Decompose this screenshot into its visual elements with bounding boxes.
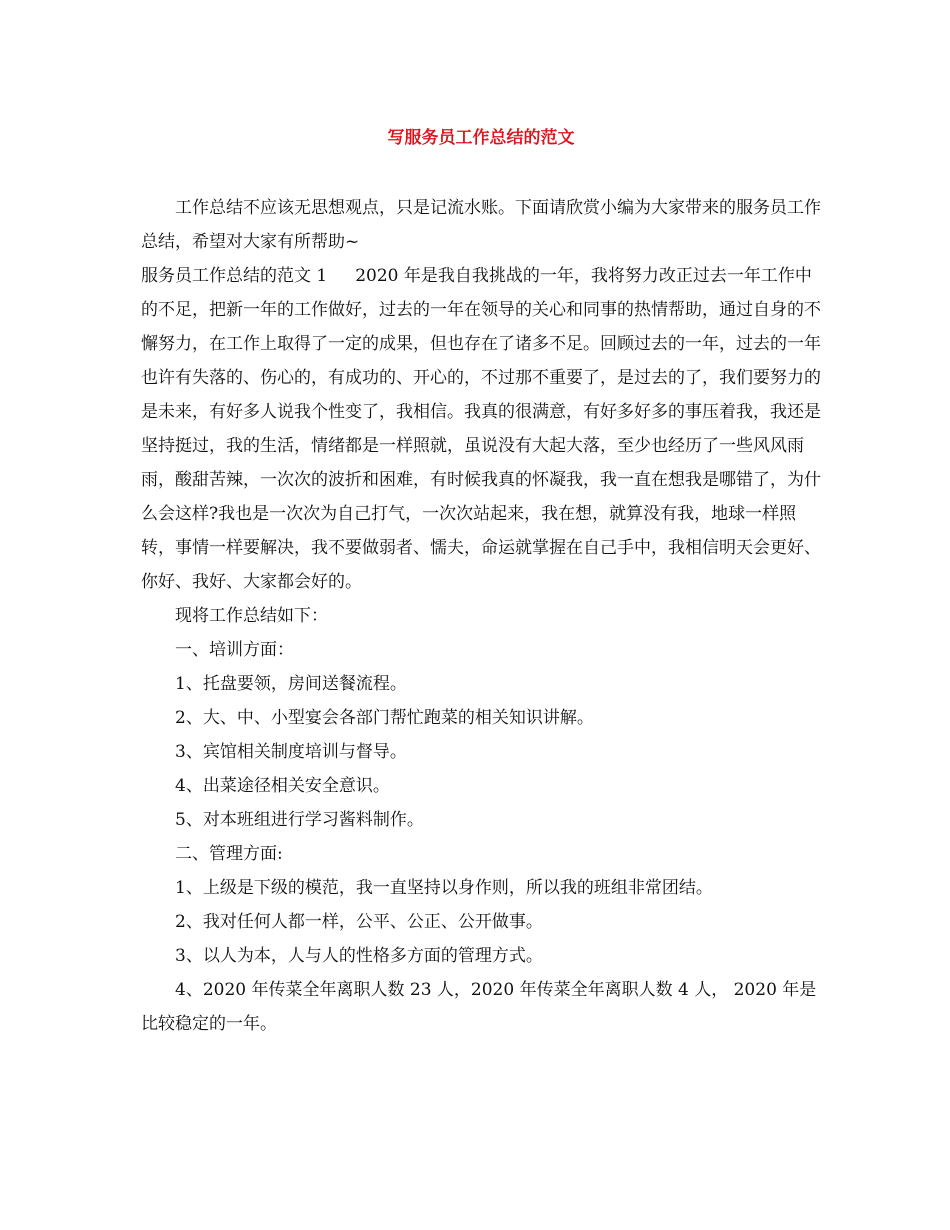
summary-heading: 现将工作总结如下： [175, 606, 328, 626]
list-item: 4、出菜途径相关安全意识。 [175, 776, 390, 796]
list-item: 4、2020 年传菜全年离职人数 23 人，2020 年传菜全年离职人数 4 人， 2020 年是比较稳定的一年。 [141, 980, 817, 1034]
list-item: 2、大、中、小型宴会各部门帮忙跑菜的相关知识讲解。 [175, 708, 594, 728]
list-item: 1、上级是下级的模范，我一直坚持以身作则，所以我的班组非常团结。 [175, 878, 713, 898]
section-heading-training: 一、培训方面： [175, 640, 294, 660]
document-body [141, 191, 821, 1041]
list-item: 5、对本班组进行学习酱料制作。 [175, 810, 424, 830]
intro-paragraph: 工作总结不应该无思想观点，只是记流水账。下面请欣赏小编为大家带来的服务员工作总结，希望对大家有所帮助~ [141, 198, 821, 252]
list-item: 1、托盘要领，房间送餐流程。 [175, 674, 407, 694]
section-heading-management: 二、管理方面: [175, 844, 283, 864]
list-item: 3、宾馆相关制度培训与督导。 [175, 742, 407, 762]
sample-body: 2020 年是我自我挑战的一年，我将努力改正过去一年工作中的不足，把新一年的工作做好，过去的一年在领导的关心和同事的热情帮助，通过自身的不懈努力，在工作上取得了一定的成果，但也存在了诸多不足。回顾过去的一年，过去的一年也许有失落的、伤心的，有成功的、开心的，不过那不重要了，是过去的了，我们要努力的是未来，有好多人说我个性变了，我相信。我真的很满意，有好多好多的事压着我，我还是坚持挺过，我的生活，情绪都是一样照就，虽说没有大起大落，至少也经历了一些风风雨雨，酸甜苦辣，一次次的波折和困难，有时候我真的怀凝我，我一直在想我是哪错了，为什么会这样?我也是一次次为自己打气，一次次站起来，我在想，就算没有我，地球一样照转，事情一样要解决，我不要做弱者、懦夫，命运就掌握在自己手中，我相信明天会更好、你好、我好、大家都会好的。 [141, 266, 821, 592]
list-item: 3、以人为本，人与人的性格多方面的管理方式。 [175, 946, 543, 966]
document-title: 写服务员工作总结的范文 [387, 128, 575, 148]
sample-label: 服务员工作总结的范文 1 [141, 266, 328, 286]
list-item: 2、我对任何人都一样，公平、公正、公开做事。 [175, 912, 543, 932]
document-page [141, 118, 821, 1041]
sample-paragraph [141, 259, 821, 599]
